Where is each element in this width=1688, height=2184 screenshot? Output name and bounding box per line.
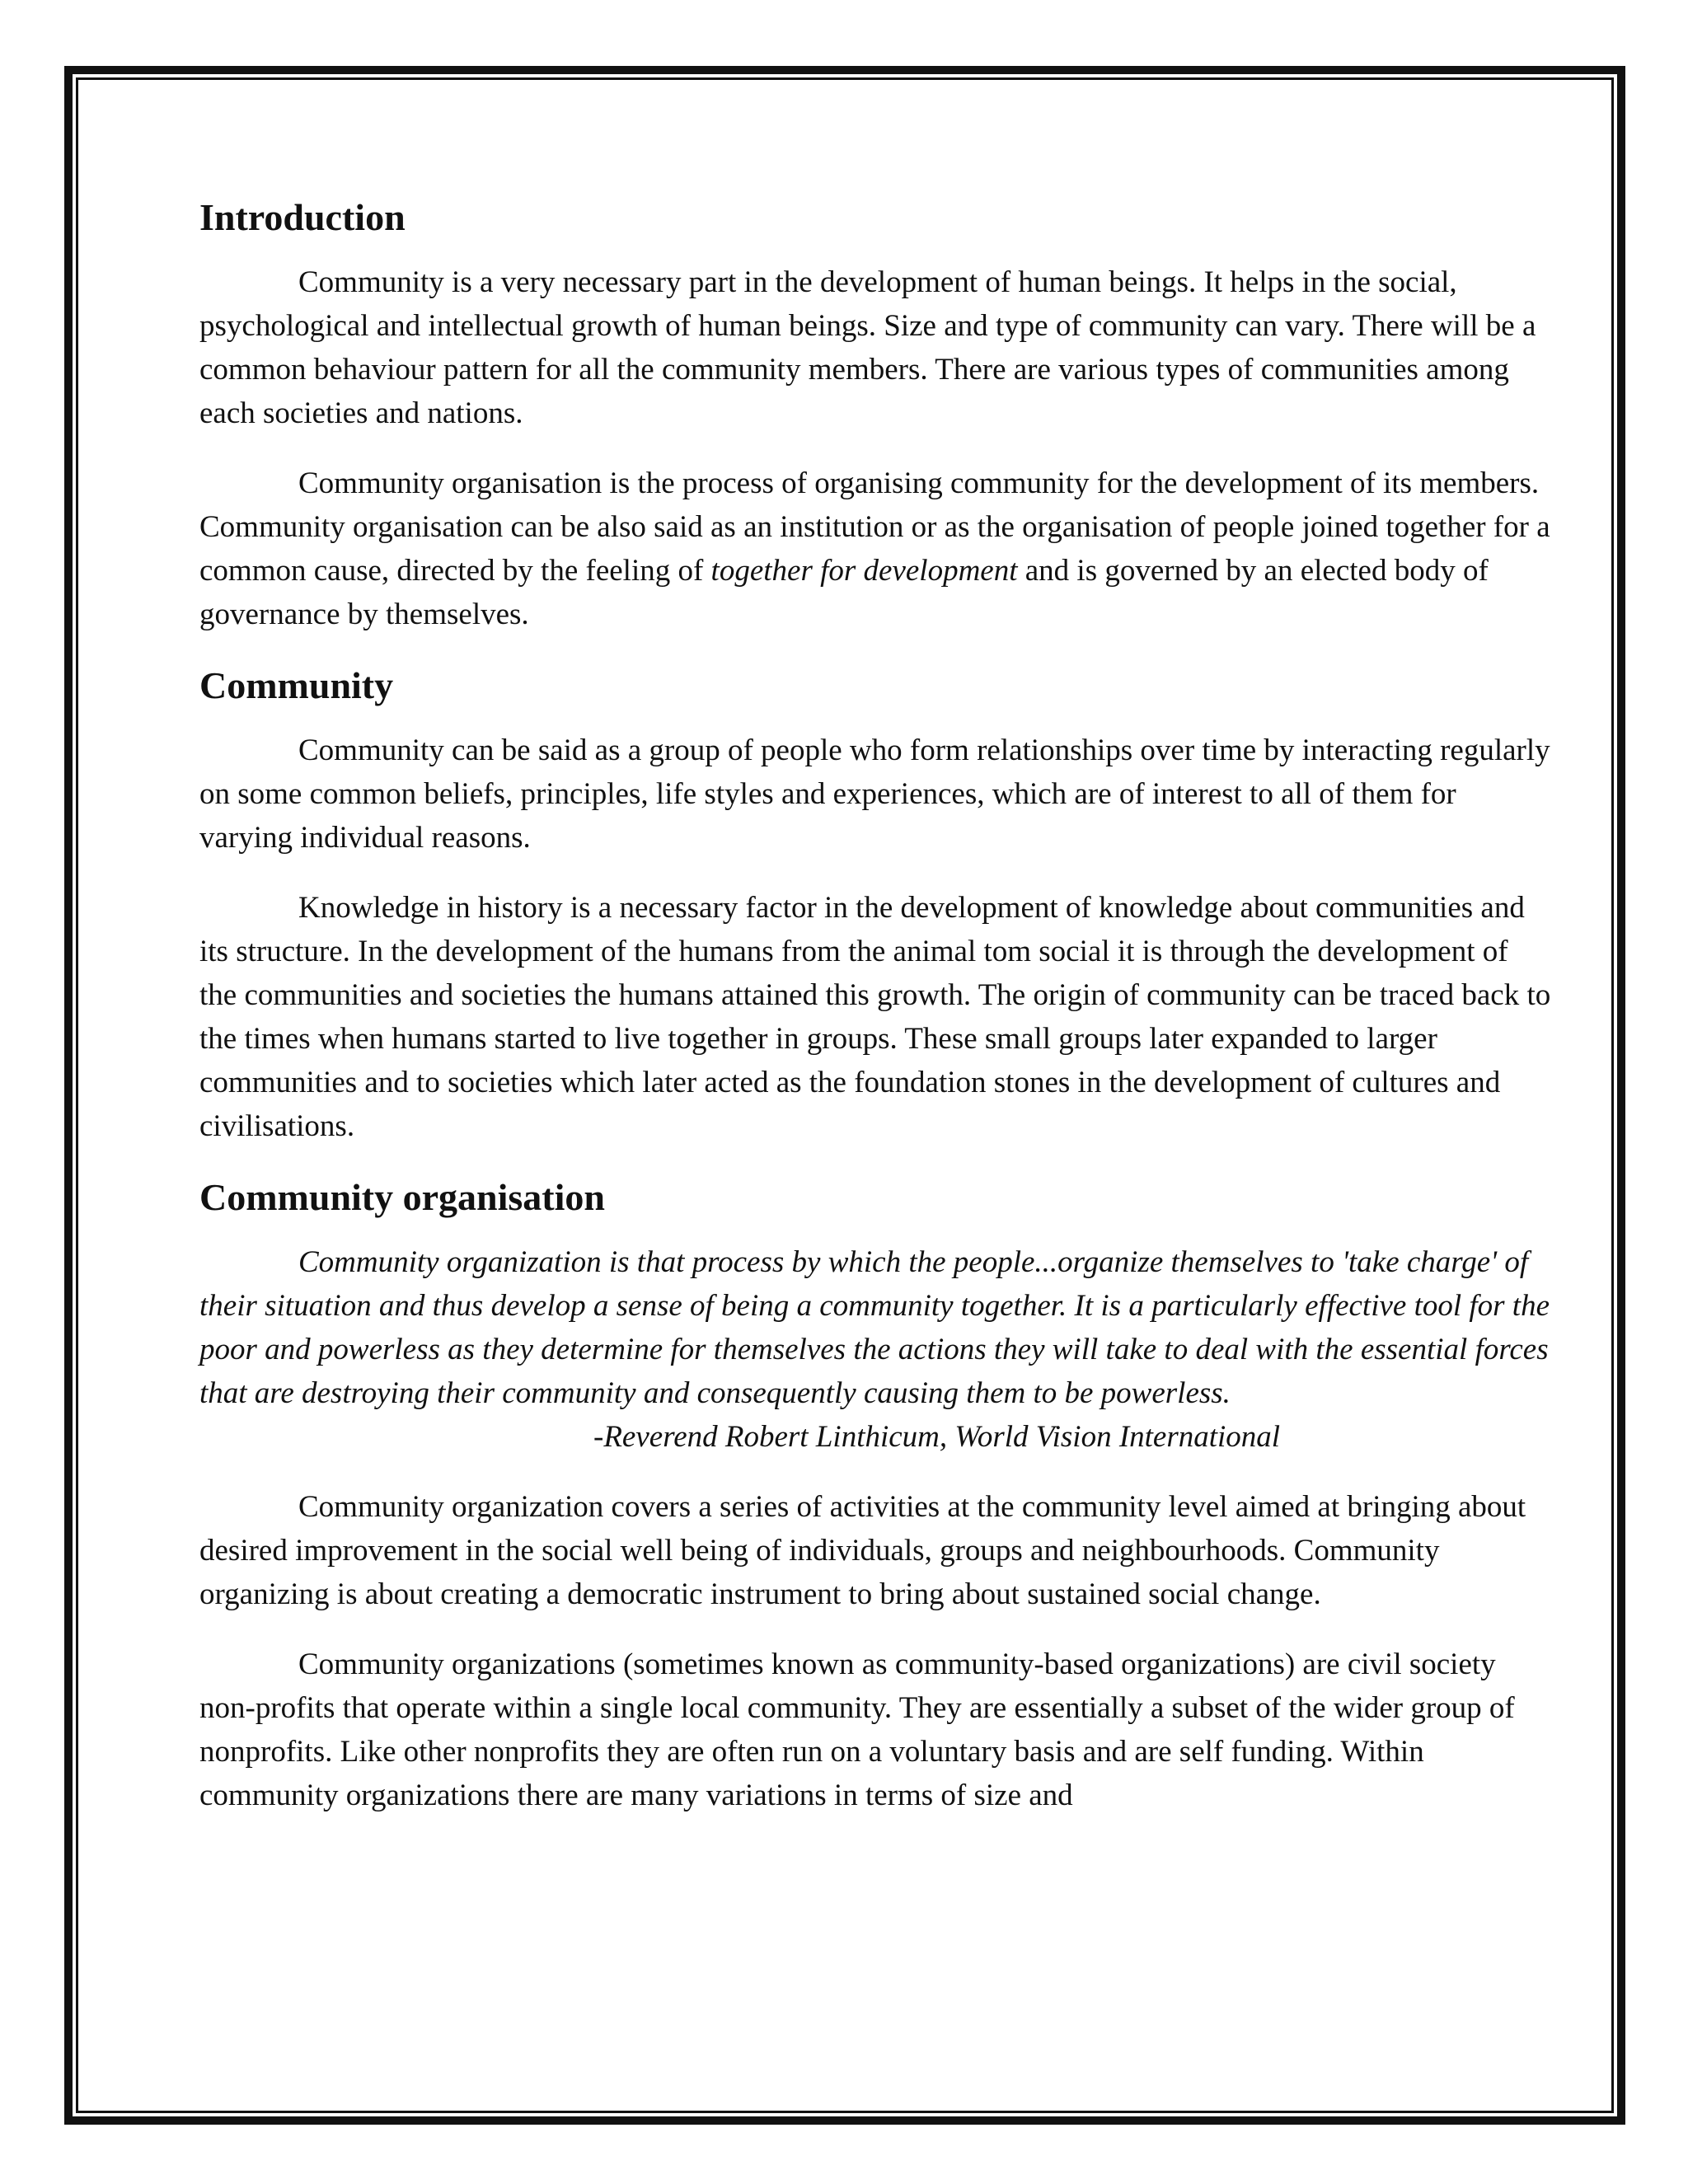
intro-paragraph-2 xyxy=(199,462,1551,636)
heading-community: Community xyxy=(199,664,394,706)
section-introduction xyxy=(199,194,1551,636)
intro-paragraph-2-emphasis: together for development xyxy=(710,554,1018,588)
community-paragraph-1: Community can be said as a group of people who form relationships over time by interacting regularly on some common beliefs, principles, life styles and experiences, which are of interest to all of them for varying individual reasons. xyxy=(199,733,1550,855)
intro-paragraph-2-start: Community organisation is the process of organising community for the development of its members. Community organisation can be also said as an institution or as the organisation of people joined together for a common cause, directed by the feeling of xyxy=(199,466,1550,588)
community-organisation-paragraph-1: Community organization covers a series of activities at the community level aimed at bringing about desired improvement in the social well being of individuals, groups and neighbourhoods. Community organizing is about creating a democratic instrument to bring about sustained social change. xyxy=(199,1490,1526,1611)
section-community xyxy=(199,663,1551,1148)
intro-paragraph-2-end: and is governed by an elected body of governance by themselves. xyxy=(199,554,1489,631)
document-body xyxy=(199,194,1551,1844)
section-community-organisation xyxy=(199,1174,1551,1817)
heading-introduction: Introduction xyxy=(199,196,406,238)
community-organisation-paragraph-2: Community organizations (sometimes known as community-based organizations) are civil society non-profits that operate within a single local community. They are essentially a subset of the wider group of nonprofits. Like other nonprofits they are often run on a voluntary basis and are self funding. Within community organizations there are many variations in terms of size and xyxy=(199,1647,1515,1812)
quote-attribution: -Reverend Robert Linthicum, World Vision International xyxy=(593,1420,1281,1454)
block-quote: Community organization is that process by which the people...organize themselves to 'take charge' of their situation and thus develop a sense of being a community together. It is a particularly effective tool for the poor and powerless as they determine for themselves the actions they will take to deal with the essential forces that are destroying their community and consequently causing them to be powerless. xyxy=(199,1245,1550,1410)
community-paragraph-2: Knowledge in history is a necessary factor in the development of knowledge about communities and its structure. In the development of the humans from the animal tom social it is through the development of the communities and societies the humans attained this growth. The origin of community can be traced back to the times when humans started to live together in groups. These small groups later expanded to larger communities and to societies which later acted as the foundation stones in the development of cultures and civilisations. xyxy=(199,891,1551,1143)
intro-paragraph-1: Community is a very necessary part in the development of human beings. It helps in the social, psychological and intellectual growth of human beings. Size and type of community can vary. There will be a common behaviour pattern for all the community members. There are various types of communities among each societies and nations. xyxy=(199,265,1536,430)
heading-community-organisation: Community organisation xyxy=(199,1176,605,1218)
